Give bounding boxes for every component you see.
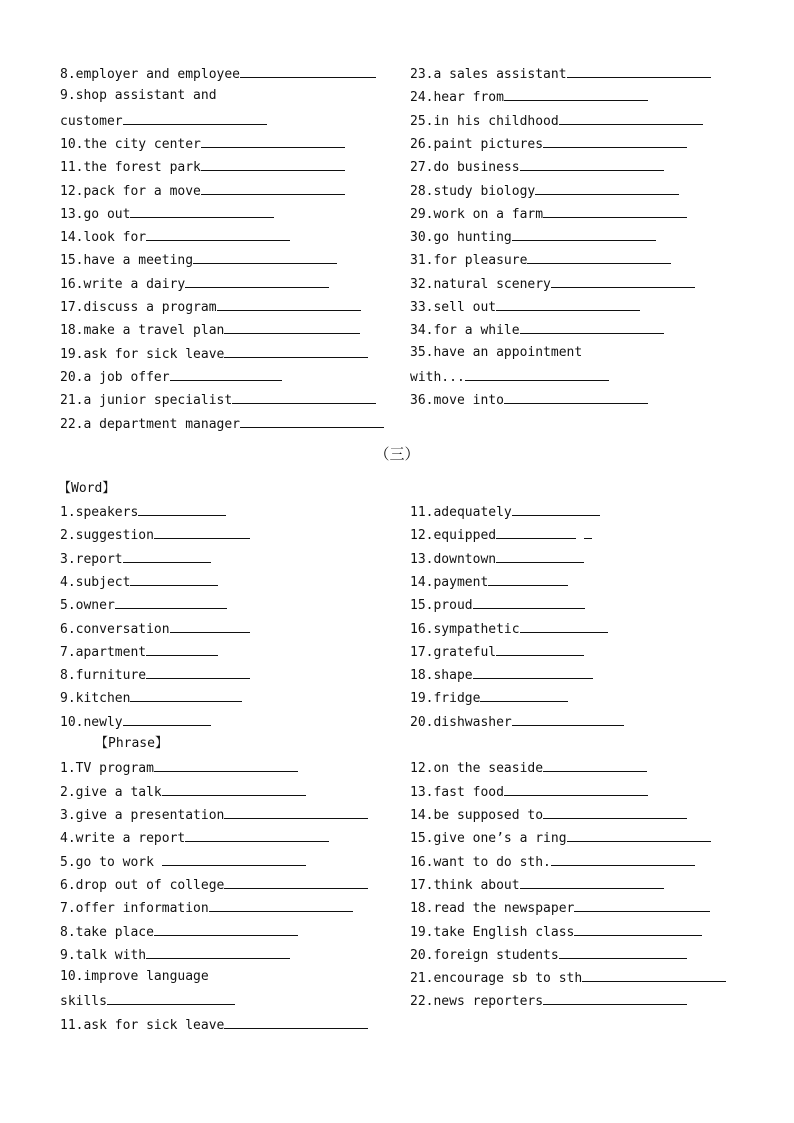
phrase-item: 9.shop assistant and [60,88,217,103]
answer-blank[interactable] [193,251,337,264]
phrase-item: 14.look for [60,228,290,244]
phrase-item: 8.employer and employee [60,65,376,81]
answer-blank[interactable] [201,182,345,195]
answer-blank[interactable] [170,620,250,633]
answer-blank[interactable] [224,806,368,819]
answer-blank[interactable] [146,946,290,959]
answer-blank[interactable] [224,876,368,889]
phrase-item: customer [60,112,267,128]
answer-blank[interactable] [551,853,695,866]
word-item: 12.equipped [410,526,592,542]
answer-blank[interactable] [224,345,368,358]
phrase-item: 30.go hunting [410,228,656,244]
phrase-item: 8.take place [60,923,298,939]
phrase-item: 13.go out [60,205,274,221]
answer-blank[interactable] [146,643,218,656]
word-item: 18.shape [410,666,593,682]
phrase-item: 20.a job offer [60,368,282,384]
answer-blank[interactable] [240,415,384,428]
phrase-item: 34.for a while [410,321,664,337]
answer-blank[interactable] [543,806,687,819]
answer-blank[interactable] [582,969,726,982]
phrase-item: 24.hear from [410,88,648,104]
phrase-item: 15.give one’s a ring [410,829,711,845]
phrase-item: 21.a junior specialist [60,391,376,407]
word-item: 5.owner [60,596,227,612]
answer-blank[interactable] [520,620,608,633]
answer-blank[interactable] [504,391,648,404]
word-item: 17.grateful [410,643,584,659]
phrase-item: 33.sell out [410,298,640,314]
answer-blank[interactable] [130,573,218,586]
phrase-item: 32.natural scenery [410,275,695,291]
answer-blank[interactable] [201,135,345,148]
word-item: 1.speakers [60,503,226,519]
word-item: 7.apartment [60,643,218,659]
answer-blank[interactable] [480,689,568,702]
answer-blank[interactable] [543,759,647,772]
answer-blank[interactable] [543,205,687,218]
phrase-item: 3.give a presentation [60,806,368,822]
answer-blank[interactable] [551,275,695,288]
answer-blank[interactable] [543,135,687,148]
phrase-item: 16.write a dairy [60,275,329,291]
word-item: 6.conversation [60,620,250,636]
phrase-item: skills [60,992,235,1008]
answer-blank[interactable] [496,550,584,563]
answer-blank[interactable] [496,643,584,656]
phrase-item: 5.go to work [60,853,306,869]
phrase-item: 17.think about [410,876,664,892]
phrase-item: 11.ask for sick leave [60,1016,368,1032]
phrase-item: 19.ask for sick leave [60,345,368,361]
phrase-item: 4.write a report [60,829,329,845]
answer-blank[interactable] [154,526,250,539]
answer-blank[interactable] [465,368,609,381]
phrase-item: 36.move into [410,391,648,407]
answer-blank[interactable] [154,923,298,936]
word-item: 3.report [60,550,211,566]
answer-blank[interactable] [527,251,671,264]
phrase-item: 31.for pleasure [410,251,671,267]
phrase-item: 12.on the seaside [410,759,647,775]
answer-blank[interactable] [520,158,664,171]
phrase-item: 23.a sales assistant [410,65,711,81]
answer-blank[interactable] [496,298,640,311]
answer-blank[interactable] [520,876,664,889]
answer-blank[interactable] [170,368,282,381]
answer-blank[interactable] [154,759,298,772]
answer-blank[interactable] [512,713,624,726]
phrase-item: 21.encourage sb to sth [410,969,726,985]
section-title: （三） [374,445,420,463]
answer-blank[interactable] [520,321,664,334]
phrase-item: 14.be supposed to [410,806,687,822]
answer-blank[interactable] [535,182,679,195]
word-item: 4.subject [60,573,218,589]
phrase-item: 26.paint pictures [410,135,687,151]
answer-blank[interactable] [185,275,329,288]
phrase-item: 10.the city center [60,135,345,151]
word-item: 11.adequately [410,503,600,519]
phrase-item: 13.fast food [410,783,648,799]
phrase-item: 25.in his childhood [410,112,703,128]
word-item: 16.sympathetic [410,620,608,636]
answer-blank[interactable] [559,946,687,959]
answer-blank[interactable] [209,899,353,912]
word-item: 15.proud [410,596,585,612]
phrase-item: 27.do business [410,158,664,174]
word-item: 14.payment [410,573,568,589]
answer-blank[interactable] [496,526,576,539]
answer-blank[interactable] [559,112,703,125]
phrase-item: 18.read the newspaper [410,899,710,915]
phrase-header: 【Phrase】 [95,736,168,751]
phrase-item: 7.offer information [60,899,353,915]
phrase-item: 2.give a talk [60,783,306,799]
answer-blank[interactable] [504,783,648,796]
answer-blank[interactable] [130,689,242,702]
phrase-item: 11.the forest park [60,158,345,174]
answer-blank[interactable] [162,783,306,796]
answer-blank[interactable] [123,112,267,125]
word-item: 13.downtown [410,550,584,566]
answer-blank[interactable] [224,1016,368,1029]
phrase-item: 29.work on a farm [410,205,687,221]
word-item: 19.fridge [410,689,568,705]
phrase-item: 18.make a travel plan [60,321,360,337]
word-item: 20.dishwasher [410,713,624,729]
answer-blank[interactable] [138,503,226,516]
answer-blank[interactable] [146,666,250,679]
answer-blank[interactable] [201,158,345,171]
answer-blank[interactable] [130,205,274,218]
answer-blank[interactable] [123,550,211,563]
answer-blank[interactable] [162,853,306,866]
answer-blank[interactable] [146,228,290,241]
answer-blank[interactable] [543,992,687,1005]
word-header: 【Word】 [58,481,116,496]
answer-blank[interactable] [232,391,376,404]
phrase-item: 15.have a meeting [60,251,337,267]
answer-blank[interactable] [504,88,648,101]
phrase-item: 9.talk with [60,946,290,962]
phrase-item: 17.discuss a program [60,298,361,314]
word-item: 2.suggestion [60,526,250,542]
answer-blank[interactable] [240,65,376,78]
phrase-item: 20.foreign students [410,946,687,962]
answer-blank[interactable] [107,992,235,1005]
answer-blank[interactable] [185,829,329,842]
answer-blank[interactable] [584,526,592,539]
answer-blank[interactable] [473,596,585,609]
word-item: 9.kitchen [60,689,242,705]
phrase-item: 16.want to do sth. [410,853,695,869]
answer-blank[interactable] [574,899,710,912]
phrase-item: 19.take English class [410,923,702,939]
answer-blank[interactable] [217,298,361,311]
phrase-item: 1.TV program [60,759,298,775]
answer-blank[interactable] [473,666,593,679]
phrase-item: 35.have an appointment [410,345,583,360]
phrase-item: 22.news reporters [410,992,687,1008]
answer-blank[interactable] [488,573,568,586]
phrase-item: 6.drop out of college [60,876,368,892]
phrase-item: 22.a department manager [60,415,384,431]
answer-blank[interactable] [224,321,360,334]
word-item: 10.newly [60,713,211,729]
answer-blank[interactable] [115,596,227,609]
answer-blank[interactable] [123,713,211,726]
phrase-item: with... [410,368,609,384]
answer-blank[interactable] [567,829,711,842]
answer-blank[interactable] [512,228,656,241]
answer-blank[interactable] [574,923,702,936]
answer-blank[interactable] [567,65,711,78]
word-item: 8.furniture [60,666,250,682]
phrase-item: 28.study biology [410,182,679,198]
answer-blank[interactable] [512,503,600,516]
phrase-item: 12.pack for a move [60,182,345,198]
phrase-item: 10.improve language [60,969,209,984]
